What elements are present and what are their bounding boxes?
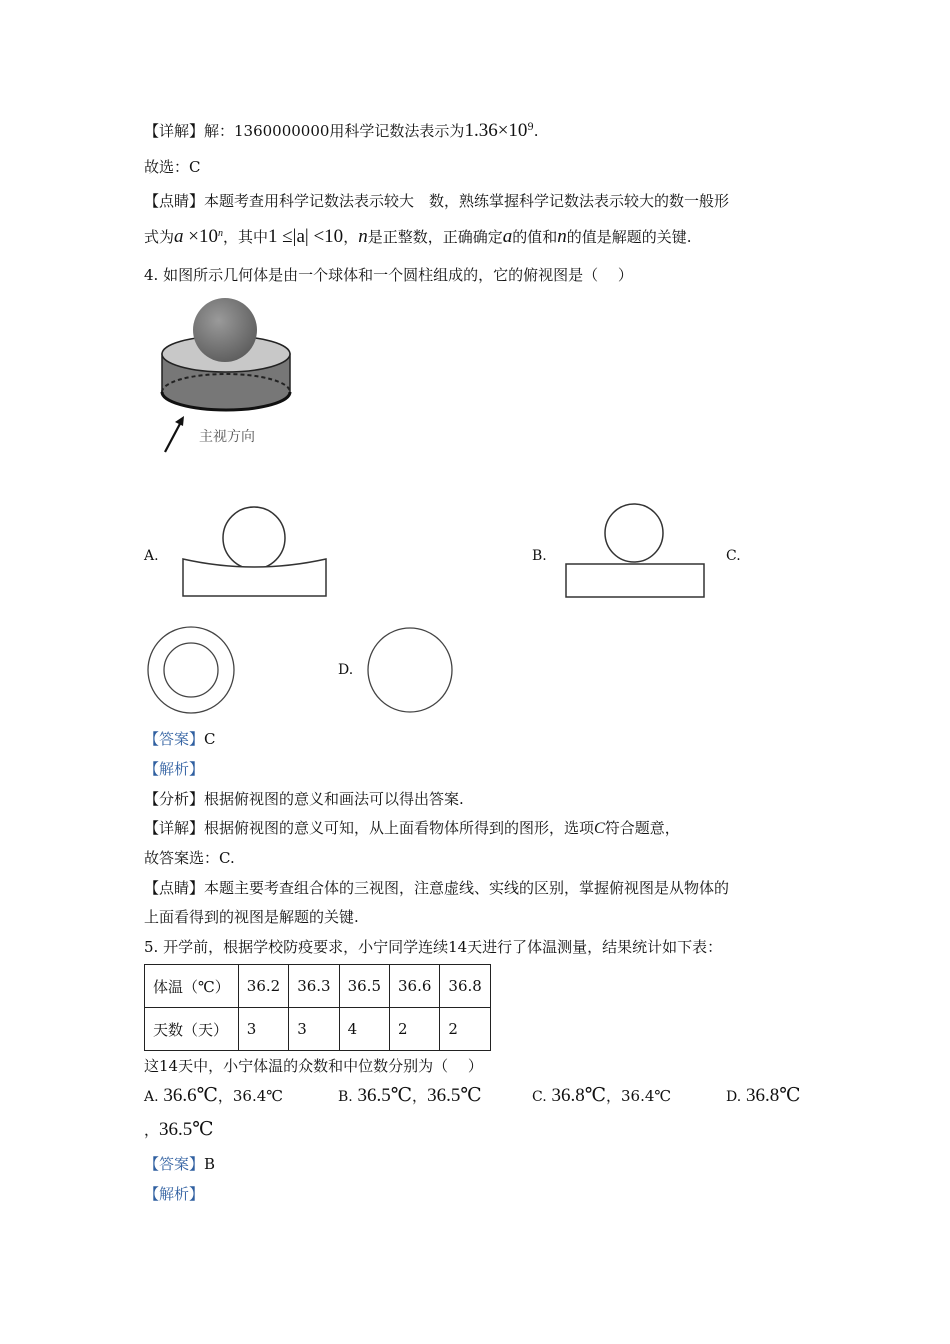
q5-opt-b-v2: 36.5℃ xyxy=(427,1085,482,1106)
q5-opt-a-v2: 36.4℃ xyxy=(232,1087,284,1105)
temp-cell: 36.6 xyxy=(390,965,440,1008)
q5-option-a xyxy=(144,1084,283,1107)
q3-choose: 故选：C xyxy=(144,158,201,176)
q3-c-math-range: 1 ≤|a| <10 xyxy=(268,226,344,247)
days-cell: 4 xyxy=(339,1008,389,1051)
q3-c-math-n2: n xyxy=(557,226,567,247)
q3-detail xyxy=(144,120,539,142)
sphere xyxy=(193,298,257,362)
q5-opt-c-label: C. xyxy=(532,1089,547,1105)
q5-opt-d-v2: 36.5℃ xyxy=(159,1119,214,1140)
q3-detail-end: . xyxy=(533,122,539,140)
days-cell: 3 xyxy=(238,1008,288,1051)
q4-opt-a-figure xyxy=(180,505,330,600)
q4-opt-d-label: D. xyxy=(338,662,354,678)
q5-option-c xyxy=(532,1084,671,1107)
q4-fenxi: 【分析】根据俯视图的意义和画法可以得出答案. xyxy=(144,790,464,808)
q3-c-text-f: 的值是解题的关键. xyxy=(566,228,692,246)
q3-comment-line1: 【点睛】本题考查用科学记数法表示较大 数，熟练掌握科学记数法表示较大的数一般形 xyxy=(144,192,730,210)
q5-option-b xyxy=(338,1084,482,1107)
q4-detail-a: 【详解】根据俯视图的意义可知，从上面看物体所得到的图形，选项 xyxy=(144,819,595,837)
q3-c-math-exp: n xyxy=(217,228,223,239)
q5-answer-tag: 【答案】 xyxy=(144,1155,205,1173)
q4-opt-b-label: B. xyxy=(532,548,547,564)
temp-cell: 36.8 xyxy=(440,965,490,1008)
q3-c-math-n: n xyxy=(358,226,368,247)
q4-answer xyxy=(144,728,216,749)
days-cell: 3 xyxy=(289,1008,339,1051)
q3-c-text-e: 的值和 xyxy=(512,228,558,246)
q5-opt-a-v1: 36.6℃ xyxy=(163,1085,218,1106)
q4-opt-c-figure xyxy=(146,626,238,718)
q5-opt-d-v1: 36.8℃ xyxy=(745,1085,801,1106)
q5-sub-question: 这14天中，小宁体温的众数和中位数分别为（ ） xyxy=(144,1057,483,1075)
q5-opt-a-sep: ， xyxy=(217,1087,233,1105)
q4-comment-line1: 【点睛】本题主要考查组合体的三视图，注意虚线、实线的区别，掌握俯视图是从物体的 xyxy=(144,879,730,897)
table-row xyxy=(145,1008,491,1051)
q4-choose: 故答案选：C. xyxy=(144,849,235,867)
q4-opt-c-label: C. xyxy=(726,548,741,564)
q3-c-math-a: a xyxy=(174,226,184,247)
q5-opt-a-label: A. xyxy=(144,1089,159,1105)
q5-opt-b-v1: 36.5℃ xyxy=(357,1085,413,1106)
q5-analysis-tag: 【解析】 xyxy=(144,1185,205,1203)
q3-detail-math: 1.36×10 xyxy=(464,120,528,141)
q3-c-text-b: ，其中 xyxy=(222,228,268,246)
q5-option-d xyxy=(726,1084,800,1107)
q5-opt-b-sep: ， xyxy=(412,1087,428,1105)
temp-cell: 36.5 xyxy=(339,965,389,1008)
q4-opt-a-label: A. xyxy=(144,548,159,564)
q5-answer-value: B xyxy=(204,1155,216,1173)
q4-question: 4. 如图所示几何体是由一个球体和一个圆柱组成的，它的俯视图是（ ） xyxy=(144,266,633,284)
q5-opt-b-label: B. xyxy=(338,1089,353,1105)
q4-view-label: 主视方向 xyxy=(199,429,255,445)
row-header-temperature: 体温（℃） xyxy=(145,965,239,1008)
q3-c-math-a2: a xyxy=(502,226,513,247)
q4-analysis-tag: 【解析】 xyxy=(144,760,205,778)
q4-answer-tag: 【答案】 xyxy=(144,730,205,748)
q5-answer xyxy=(144,1153,215,1174)
q5-temperature-table xyxy=(144,964,491,1051)
q4-opt-d-figure xyxy=(366,626,456,716)
q5-option-d-cont xyxy=(144,1118,214,1141)
q3-c-text-c: ， xyxy=(343,228,359,246)
q5-opt-c-sep: ， xyxy=(605,1087,621,1105)
q3-c-text-d: 是正整数，正确确定 xyxy=(367,228,503,246)
table-row xyxy=(145,965,491,1008)
q5-opt-c-v1: 36.8℃ xyxy=(551,1085,606,1106)
q3-c-text-a: 式为 xyxy=(144,228,175,246)
q4-opt-b-figure xyxy=(564,502,709,602)
q4-detail-b: 符合题意， xyxy=(604,819,680,837)
q3-c-math-ten: ×10 xyxy=(183,226,218,247)
q3-detail-text: 【详解】解：1360000000用科学记数法表示为 xyxy=(144,122,465,140)
q5-opt-d-sep: ， xyxy=(144,1121,160,1139)
q5-opt-c-v2: 36.4℃ xyxy=(620,1087,672,1105)
q4-detail xyxy=(144,817,680,838)
days-cell: 2 xyxy=(390,1008,440,1051)
q4-comment-line2: 上面看得到的视图是解题的关键. xyxy=(144,908,359,926)
q5-opt-d-label: D. xyxy=(726,1089,742,1105)
q3-comment-line2 xyxy=(144,226,692,248)
days-cell: 2 xyxy=(440,1008,490,1051)
temp-cell: 36.2 xyxy=(238,965,288,1008)
q4-detail-c: C xyxy=(594,820,605,837)
row-header-days: 天数（天） xyxy=(145,1008,239,1051)
temp-cell: 36.3 xyxy=(289,965,339,1008)
q4-answer-value: C xyxy=(204,730,216,748)
view-direction-arrow xyxy=(165,420,182,452)
q3-detail-exponent: 9 xyxy=(527,122,534,133)
q5-question: 5. 开学前，根据学校防疫要求，小宁同学连续14天进行了体温测量，结果统计如下表： xyxy=(144,938,723,956)
